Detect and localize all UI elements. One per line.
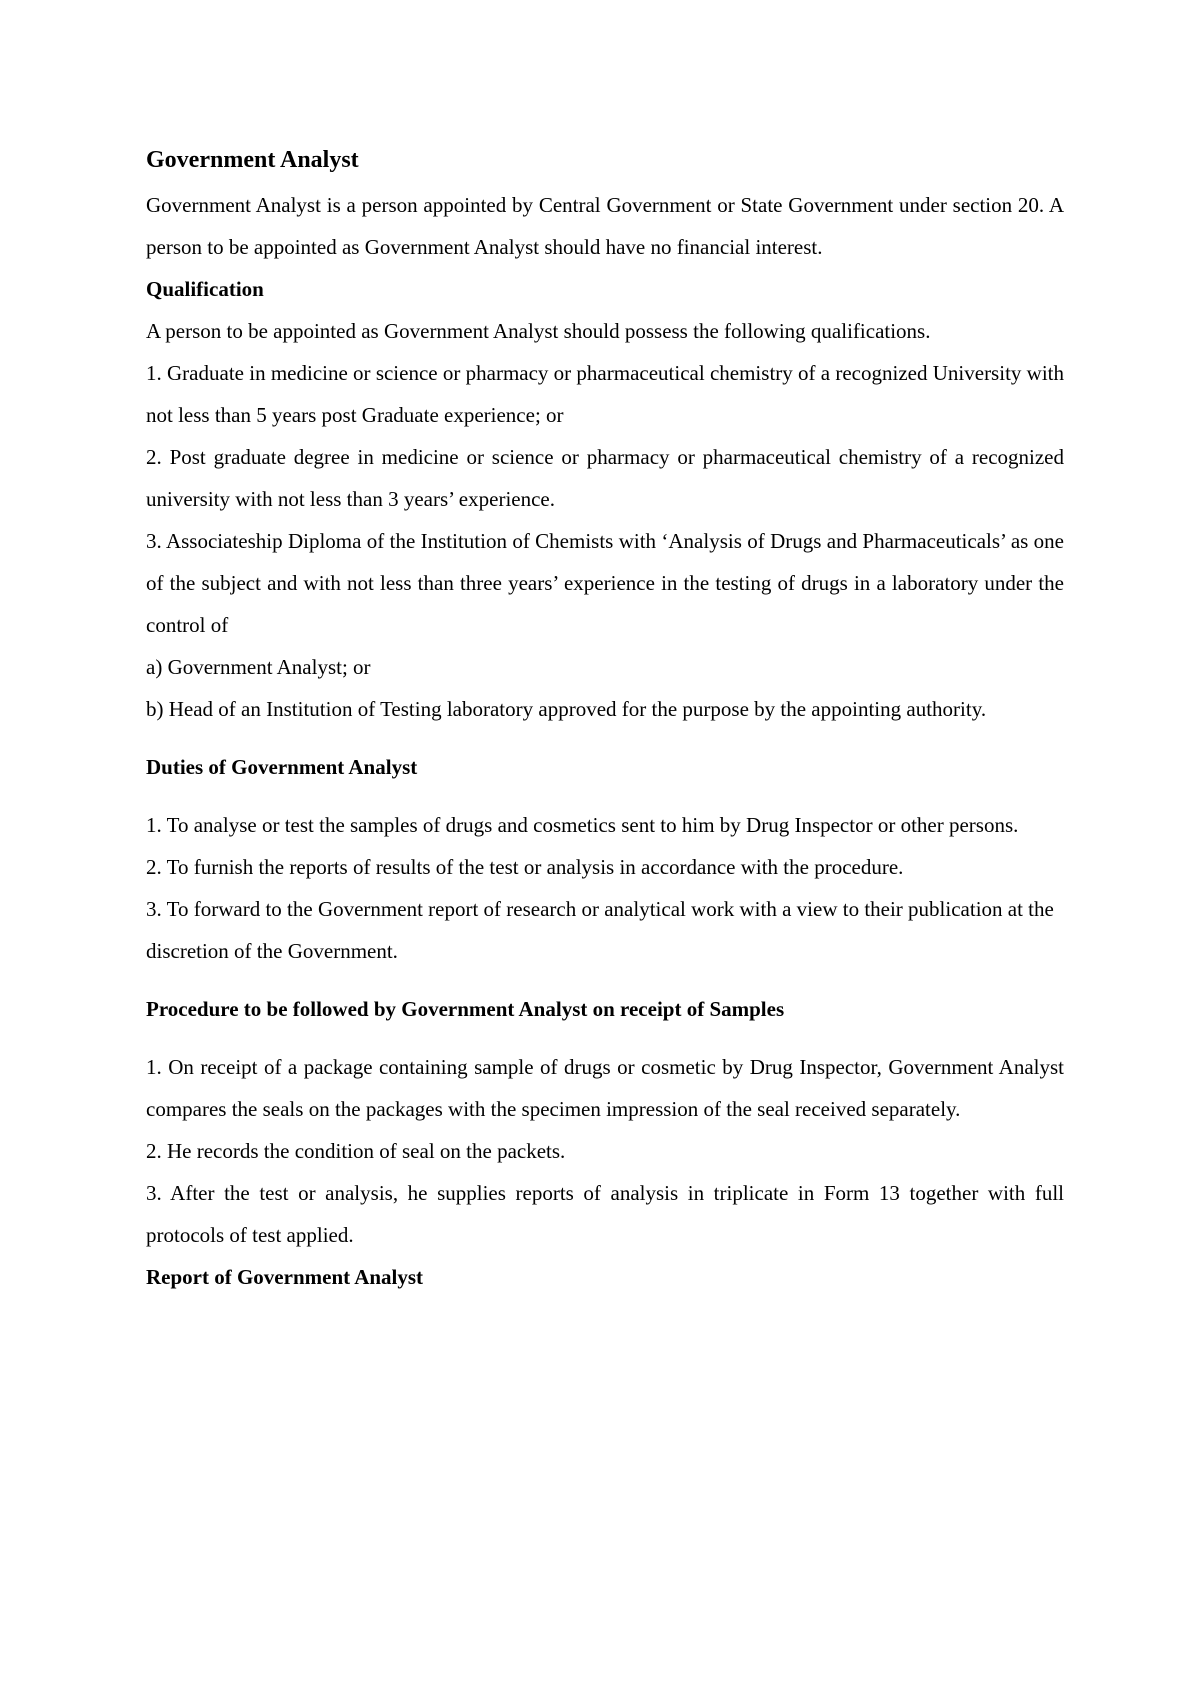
document-page <box>146 140 1064 1298</box>
procedure-item: 3. After the test or analysis, he supplies reports of analysis in triplicate in Form 13 together with full protocols of test applied. <box>146 1181 1064 1247</box>
procedure-heading: Procedure to be followed by Government Analyst on receipt of Samples <box>146 997 785 1021</box>
qualification-item: 2. Post graduate degree in medicine or science or pharmacy or pharmaceutical chemistry of a recognized university with not less than 3 years’ experience. <box>146 445 1064 511</box>
qualification-lead: A person to be appointed as Government Analyst should possess the following qualifications. <box>146 319 931 343</box>
intro-paragraph: Government Analyst is a person appointed by Central Government or State Government under section 20. A person to be appointed as Government Analyst should have no financial interest. <box>146 193 1064 259</box>
qualification-heading: Qualification <box>146 277 264 301</box>
qualification-subitem: b) Head of an Institution of Testing laboratory approved for the purpose by the appointing authority. <box>146 697 987 721</box>
duties-item: 3. To forward to the Government report of research or analytical work with a view to their publication at the discretion of the Government. <box>146 897 1054 963</box>
duties-heading: Duties of Government Analyst <box>146 755 418 779</box>
procedure-item: 1. On receipt of a package containing sample of drugs or cosmetic by Drug Inspector, Government Analyst compares the seals on the packages with the specimen impression of the seal received separately. <box>146 1055 1064 1121</box>
procedure-item: 2. He records the condition of seal on the packets. <box>146 1139 566 1163</box>
qualification-subitem: a) Government Analyst; or <box>146 655 371 679</box>
duties-item: 2. To furnish the reports of results of the test or analysis in accordance with the procedure. <box>146 855 904 879</box>
qualification-item: 1. Graduate in medicine or science or pharmacy or pharmaceutical chemistry of a recognized University with not less than 5 years post Graduate experience; or <box>146 361 1064 427</box>
qualification-item: 3. Associateship Diploma of the Institution of Chemists with ‘Analysis of Drugs and Pharmaceuticals’ as one of the subject and with not less than three years’ experience in the testing of drugs in a laboratory under the control of <box>146 529 1064 637</box>
document-title: Government Analyst <box>146 147 359 173</box>
duties-item: 1. To analyse or test the samples of drugs and cosmetics sent to him by Drug Inspector or other persons. <box>146 813 1019 837</box>
report-heading: Report of Government Analyst <box>146 1265 424 1289</box>
